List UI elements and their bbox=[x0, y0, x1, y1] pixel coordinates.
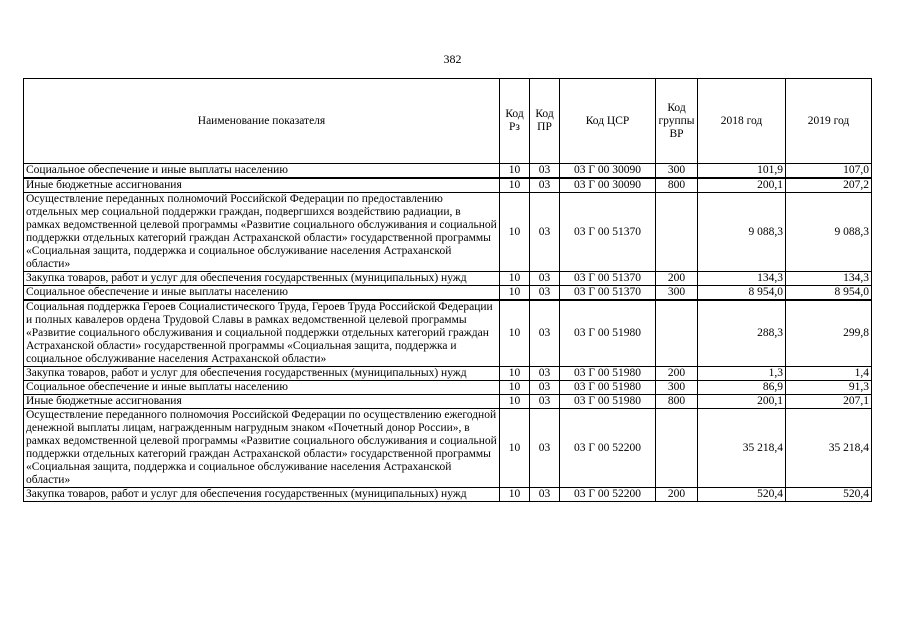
cell-pr: 03 bbox=[530, 409, 560, 488]
cell-csr: 03 Г 00 30090 bbox=[560, 164, 656, 179]
cell-csr: 03 Г 00 51370 bbox=[560, 286, 656, 301]
cell-pr: 03 bbox=[530, 178, 560, 193]
cell-csr: 03 Г 00 51980 bbox=[560, 381, 656, 395]
cell-2019: 299,8 bbox=[786, 300, 872, 367]
cell-2019: 9 088,3 bbox=[786, 193, 872, 272]
cell-name: Социальное обеспечение и иные выплаты населению bbox=[24, 164, 500, 179]
cell-2018: 1,3 bbox=[698, 367, 786, 381]
cell-vr: 200 bbox=[656, 272, 698, 286]
cell-2019: 107,0 bbox=[786, 164, 872, 179]
cell-pr: 03 bbox=[530, 381, 560, 395]
cell-2018: 8 954,0 bbox=[698, 286, 786, 301]
cell-rz: 10 bbox=[500, 395, 530, 409]
cell-rz: 10 bbox=[500, 164, 530, 179]
cell-vr bbox=[656, 300, 698, 367]
budget-table bbox=[23, 78, 872, 502]
page-number: 382 bbox=[443, 52, 462, 66]
cell-2018: 101,9 bbox=[698, 164, 786, 179]
cell-2018: 35 218,4 bbox=[698, 409, 786, 488]
cell-pr: 03 bbox=[530, 395, 560, 409]
cell-vr: 200 bbox=[656, 488, 698, 502]
cell-vr: 300 bbox=[656, 164, 698, 179]
cell-2019: 520,4 bbox=[786, 488, 872, 502]
cell-csr: 03 Г 00 51980 bbox=[560, 395, 656, 409]
cell-csr: 03 Г 00 51370 bbox=[560, 193, 656, 272]
cell-csr: 03 Г 00 52200 bbox=[560, 409, 656, 488]
cell-2019: 8 954,0 bbox=[786, 286, 872, 301]
cell-rz: 10 bbox=[500, 367, 530, 381]
cell-2019: 35 218,4 bbox=[786, 409, 872, 488]
header-rz: Код Рз bbox=[500, 79, 530, 164]
cell-vr: 800 bbox=[656, 178, 698, 193]
table-row bbox=[24, 272, 872, 286]
cell-rz: 10 bbox=[500, 300, 530, 367]
cell-pr: 03 bbox=[530, 488, 560, 502]
cell-name: Закупка товаров, работ и услуг для обеспечения государственных (муниципальных) нужд bbox=[24, 272, 500, 286]
cell-csr: 03 Г 00 51980 bbox=[560, 367, 656, 381]
table-row bbox=[24, 286, 872, 301]
cell-rz: 10 bbox=[500, 381, 530, 395]
table-header bbox=[24, 79, 872, 164]
cell-2018: 86,9 bbox=[698, 381, 786, 395]
cell-pr: 03 bbox=[530, 193, 560, 272]
table-row bbox=[24, 164, 872, 179]
cell-rz: 10 bbox=[500, 193, 530, 272]
cell-csr: 03 Г 00 51980 bbox=[560, 300, 656, 367]
cell-2019: 207,1 bbox=[786, 395, 872, 409]
cell-name: Социальное обеспечение и иные выплаты населению bbox=[24, 286, 500, 301]
cell-2019: 134,3 bbox=[786, 272, 872, 286]
cell-rz: 10 bbox=[500, 409, 530, 488]
cell-name: Иные бюджетные ассигнования bbox=[24, 395, 500, 409]
cell-name: Иные бюджетные ассигнования bbox=[24, 178, 500, 193]
cell-2019: 1,4 bbox=[786, 367, 872, 381]
header-name: Наименование показателя bbox=[24, 79, 500, 164]
header-csr: Код ЦСР bbox=[560, 79, 656, 164]
cell-csr: 03 Г 00 52200 bbox=[560, 488, 656, 502]
cell-pr: 03 bbox=[530, 286, 560, 301]
cell-2019: 91,3 bbox=[786, 381, 872, 395]
cell-vr bbox=[656, 409, 698, 488]
cell-pr: 03 bbox=[530, 164, 560, 179]
cell-pr: 03 bbox=[530, 272, 560, 286]
cell-2018: 288,3 bbox=[698, 300, 786, 367]
table-row bbox=[24, 395, 872, 409]
cell-2018: 200,1 bbox=[698, 178, 786, 193]
table-row bbox=[24, 488, 872, 502]
table-body bbox=[24, 164, 872, 502]
cell-vr: 300 bbox=[656, 381, 698, 395]
table-row bbox=[24, 300, 872, 367]
cell-csr: 03 Г 00 51370 bbox=[560, 272, 656, 286]
cell-name: Закупка товаров, работ и услуг для обеспечения государственных (муниципальных) нужд bbox=[24, 367, 500, 381]
cell-name: Осуществление переданных полномочий Российской Федерации по предоставлению отдельных мер социальной поддержки граждан, подвергшихся воздействию радиации, в рамках ведомственной целевой программы «Развитие социального обслуживания и социальной поддержки отдельных категорий граждан Астраханской области» государственной программы «Социальная защита, поддержка и социальное обслуживание населения Астраханской области» bbox=[24, 193, 500, 272]
cell-2018: 9 088,3 bbox=[698, 193, 786, 272]
header-2018: 2018 год bbox=[698, 79, 786, 164]
cell-vr: 300 bbox=[656, 286, 698, 301]
header-pr: Код ПР bbox=[530, 79, 560, 164]
cell-vr: 200 bbox=[656, 367, 698, 381]
cell-vr bbox=[656, 193, 698, 272]
cell-rz: 10 bbox=[500, 286, 530, 301]
cell-vr: 800 bbox=[656, 395, 698, 409]
cell-name: Социальное обеспечение и иные выплаты населению bbox=[24, 381, 500, 395]
cell-2018: 200,1 bbox=[698, 395, 786, 409]
cell-name: Осуществление переданного полномочия Российской Федерации по осуществлению ежегодной денежной выплаты лицам, награжденным нагрудным знаком «Почетный донор России», в рамках ведомственной целевой программы «Развитие социального обслуживания и социальной поддержки отдельных категорий граждан Астраханской области» государственной программы «Социальная защита, поддержка и социальное обслуживание населения Астраханской области» bbox=[24, 409, 500, 488]
cell-csr: 03 Г 00 30090 bbox=[560, 178, 656, 193]
cell-rz: 10 bbox=[500, 488, 530, 502]
cell-rz: 10 bbox=[500, 272, 530, 286]
cell-name: Социальная поддержка Героев Социалистического Труда, Героев Труда Российской Федерации и полных кавалеров ордена Трудовой Славы в рамках ведомственной целевой программы «Развитие социального обслуживания и социальной поддержки отдельных категорий граждан Астраханской области» государственной программы «Социальная защита, поддержка и социальное обслуживание населения Астраханской области» bbox=[24, 300, 500, 367]
table-row bbox=[24, 381, 872, 395]
table-row bbox=[24, 193, 872, 272]
table-row bbox=[24, 178, 872, 193]
header-vr: Код группы ВР bbox=[656, 79, 698, 164]
cell-2018: 134,3 bbox=[698, 272, 786, 286]
cell-rz: 10 bbox=[500, 178, 530, 193]
cell-2019: 207,2 bbox=[786, 178, 872, 193]
header-2019: 2019 год bbox=[786, 79, 872, 164]
cell-pr: 03 bbox=[530, 367, 560, 381]
cell-2018: 520,4 bbox=[698, 488, 786, 502]
cell-name: Закупка товаров, работ и услуг для обеспечения государственных (муниципальных) нужд bbox=[24, 488, 500, 502]
table-row bbox=[24, 367, 872, 381]
table-row bbox=[24, 409, 872, 488]
cell-pr: 03 bbox=[530, 300, 560, 367]
